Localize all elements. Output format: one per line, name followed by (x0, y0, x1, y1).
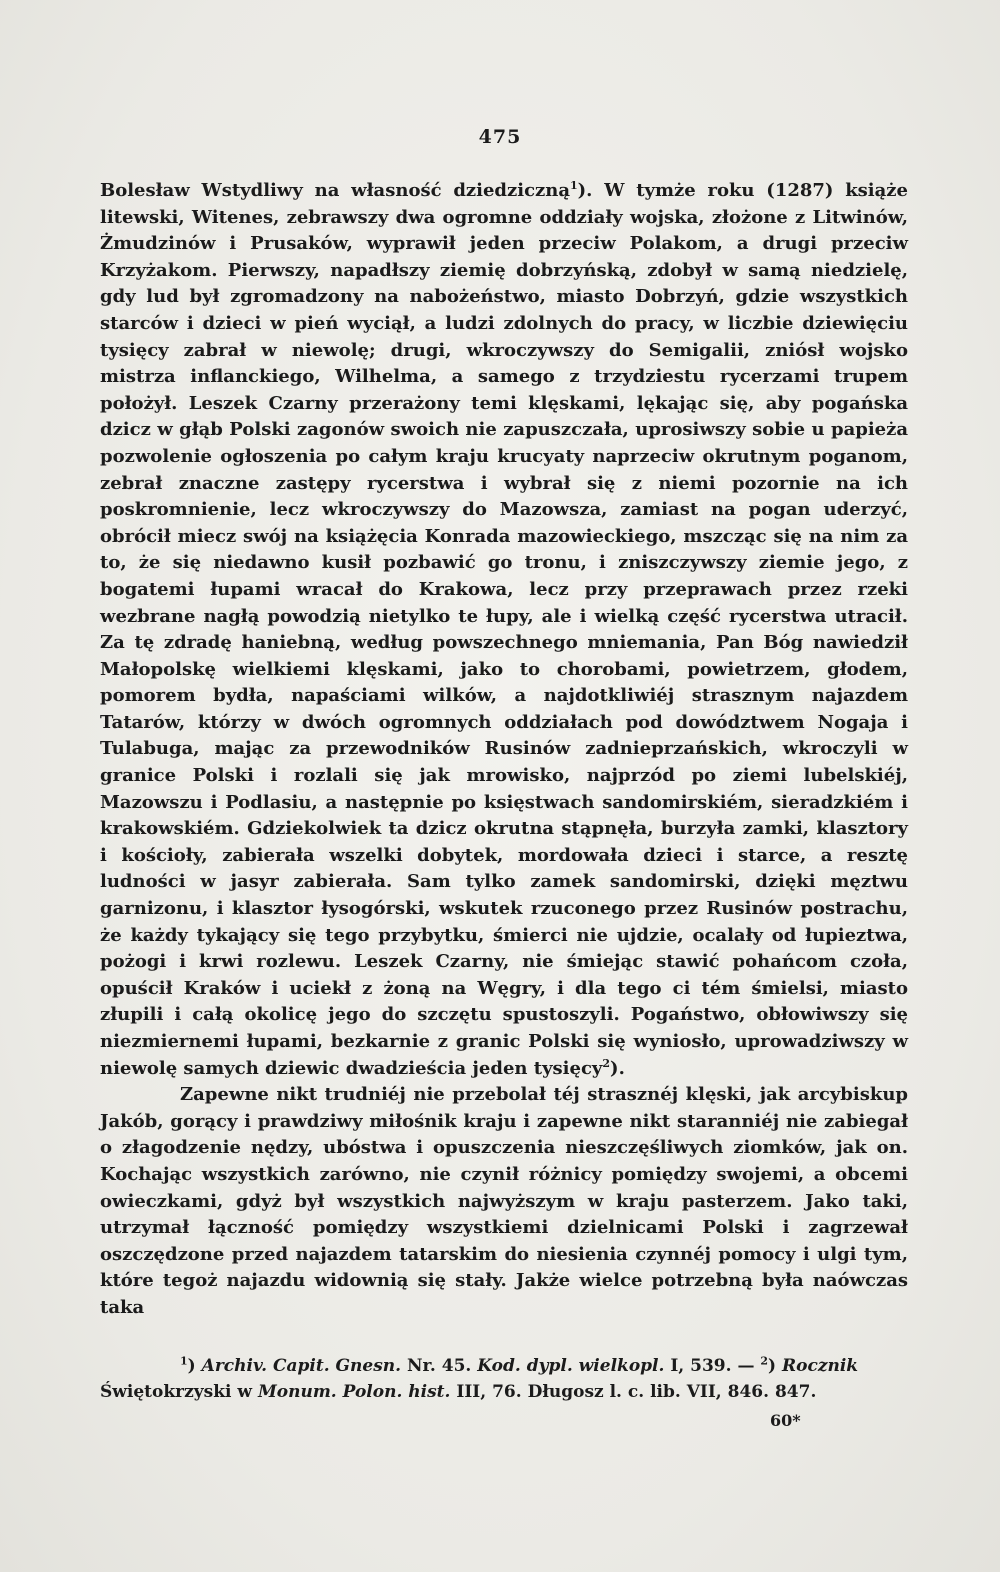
paragraph-1 (100, 178, 908, 1082)
footnote-source-italic: Archiv. Capit. Gnesn. (201, 1356, 402, 1376)
footnote-source-italic: Rocznik (782, 1356, 859, 1376)
page-number: 475 (478, 126, 522, 148)
footnote-text: III, 76. Długosz l. c. lib. VII, 846. 847. (450, 1382, 817, 1402)
footnote-marker-2: 2 (760, 1354, 769, 1368)
footnote-ref-1: 1 (570, 179, 578, 192)
footnote-ref-2: 2 (602, 1056, 611, 1070)
paragraph-2: Zapewne nikt trudniéj nie przebolał téj strasznéj klęski, jak arcybiskup Jakób, gorący i prawdziwy miłośnik kraju i zapewne nikt staranniéj nie zabiegał o złagodzenie nędzy, ubóstwa i opuszczenia nieszczęśliwych ziomków, jak on. Kochając wszystkich zarówno, nie czynił różnicy pomiędzy swojemi, a obcemi owieczkami, gdyż był wszystkich najwyższym w kraju pasterzem. Jako taki, utrzymał łączność pomiędzy wszystkiemi dzielnicami Polski i zagrzewał oszczędzone przed najazdem tatarskim do niesienia czynnéj pomocy i ulgi tym, które tegoż najazdu widownią się stały. Jakże wielce potrzebną była naówczas taka (100, 1084, 908, 1318)
paragraph-1-end: ). (610, 1057, 625, 1079)
footnote-text: ) (187, 1356, 202, 1376)
main-text (100, 178, 908, 1322)
paragraph-1-continued: ). W tymże roku (1287) książe litewski, Witenes, zebrawszy dwa ogromne oddziały wojska, złożone z Litwinów, Żmudzinów i Prusaków, wyprawił jeden przeciw Polakom, a drugi przeciw Krzyżakom. Pierwszy, napadłszy ziemię dobrzyńską, zdobył w samą niedzielę, gdy lud był zgromadzony na nabożeństwo, miasto Dobrzyń, gdzie wszystkich starców i dzieci w pień wyciął, a ludzi zdolnych do pracy, w liczbie dziewięciu tysięcy zabrał w niewolę; drugi, wkroczywszy do Semigalii, zniósł wojsko mistrza inflanckiego, Wilhelma, a samego z trzydziestu rycerzami trupem położył. Leszek Czarny przerażony temi klęskami, lękając się, aby pogańska dzicz w głąb Polski zagonów swoich nie zapuszczała, uprosiwszy sobie u papieża pozwolenie ogłoszenia po całym kraju krucyaty naprzeciw okrutnym poganom, zebrał znaczne zastępy rycerstwa i wybrał się z niemi pozornie na ich poskromnienie, lecz wkroczywszy do Mazowsza, zamiast na pogan uderzyć, obrócił miecz swój na książęcia Konrada mazowieckiego, mszcząc się na nim za to, że się niedawno kusił pozbawić go tronu, i zniszczywszy ziemie jego, z bogatemi łupami wracał do Krakowa, lecz przy przeprawach przez rzeki wezbrane nagłą powodzią nietylko te łupy, ale i wielką część rycerstwa utracił. Za tę zdradę haniebną, według powszechnego mniemania, Pan Bóg nawiedził Małopolskę wielkiemi klęskami, jako to chorobami, powietrzem, głodem, pomorem bydła, napaściami wilków, a najdotkliwiéj strasznym najazdem Tatarów, którzy w dwóch ogromnych oddziałach pod dowództwem Nogaja i Tulabuga, mając za przewodników Rusinów zadnieprzańskich, wkroczyli w granice Polski i rozlali się jak mrowisko, najprzód po ziemi lubelskiéj, Mazowszu i Podlasiu, a następnie po księstwach sandomirskiém, sieradzkiém i krakowskiém. Gdziekolwiek ta dzicz okrutna stąpnęła, burzyła zamki, klasztory i kościoły, zabierała wszelki dobytek, mordowała dzieci i starce, a resztę ludności w jasyr zabierała. Sam tylko zamek sandomirski, dzięki męztwu garnizonu, i klasztor łysogórski, wskutek rzuconego przez Rusinów postrachu, że każdy tykający się tego przybytku, śmierci nie ujdzie, ocalały od łupieztwa, pożogi i krwi rozlewu. Leszek Czarny, nie śmiejąc stawić pohańcom czoła, opuścił Kraków i uciekł z żoną na Węgry, i dla tego ci tém śmielsi, miasto złupili i całą okolicę jego do szczętu spustoszyli. Pogaństwo, obłowiwszy się niezmiernemi łupami, bezkarnie z granic Polski się wyniosło, uprowadziwszy w niewolę samych dziewic dwadzieścia jeden tysięcy (100, 180, 908, 1079)
printer-signature: 60* (770, 1411, 801, 1430)
footnote-source-italic: Monum. Polon. hist. (257, 1382, 451, 1402)
footnote-marker-1: 1 (180, 1354, 188, 1368)
footnote-text: ) (768, 1356, 783, 1376)
footnote-text: I, 539. — (664, 1356, 761, 1376)
paragraph-1-text: Bolesław Wstydliwy na własność dziedziczną (100, 180, 570, 201)
footnote-text: Nr. 45. (401, 1356, 478, 1376)
footnote-text: Świętokrzyski w (100, 1382, 258, 1402)
footnotes (100, 1353, 908, 1405)
footnote-source-italic: Kod. dypl. wielkopl. (477, 1356, 665, 1376)
footnote-line-1 (100, 1353, 908, 1379)
footnote-line-2 (100, 1379, 908, 1405)
